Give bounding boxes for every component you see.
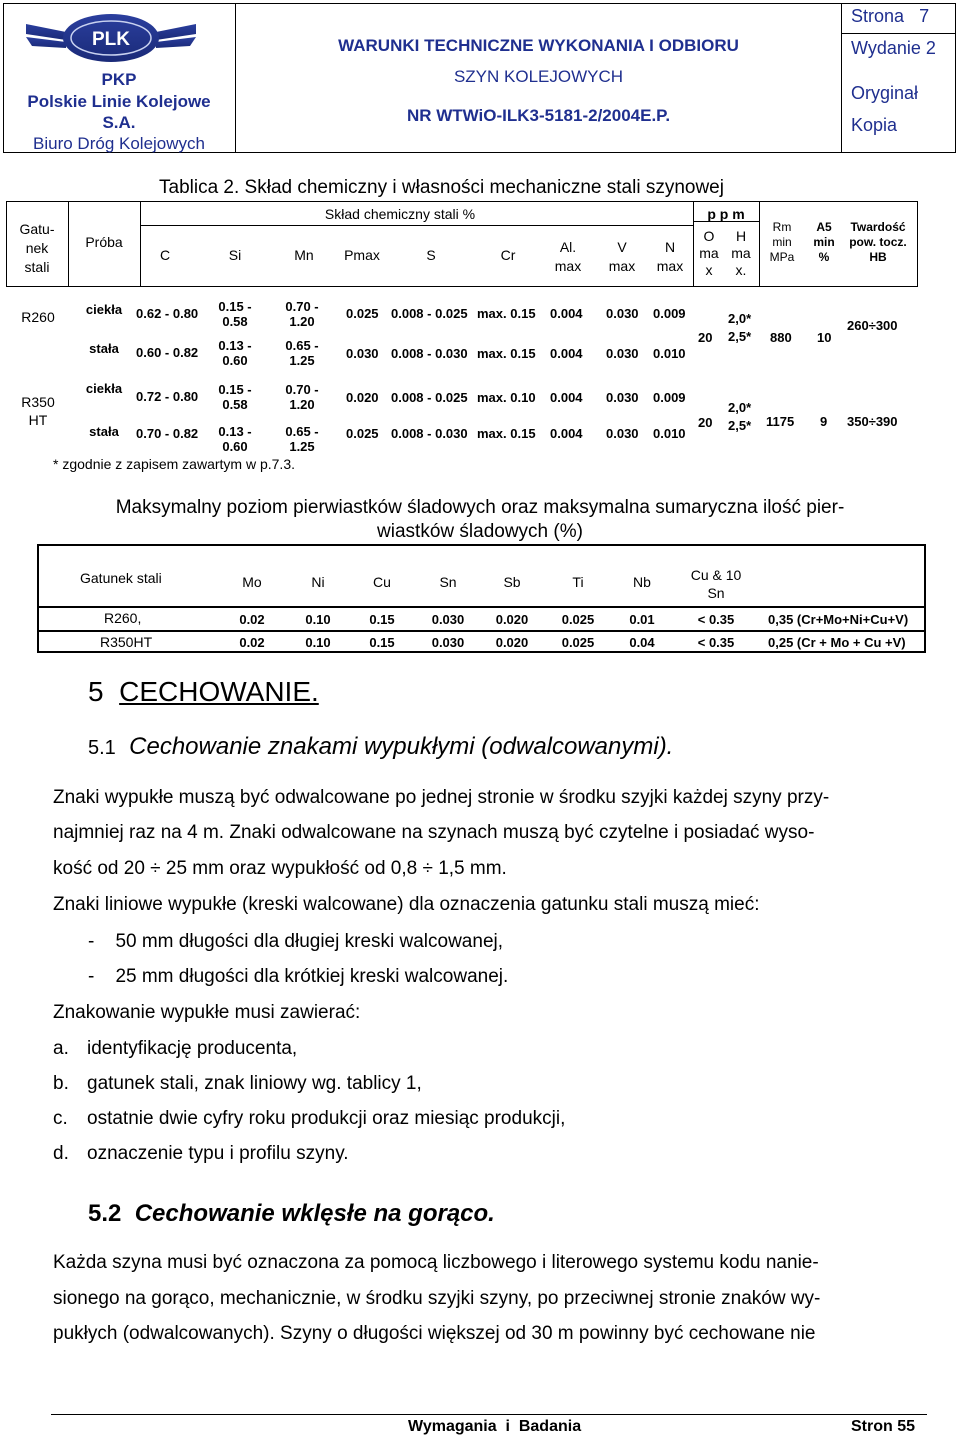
col-header-c: C	[159, 247, 171, 263]
col-header-cu: Cu	[373, 574, 391, 590]
org-unit: Biuro Dróg Kolejowych	[33, 134, 205, 153]
value-p: 0.025	[346, 426, 379, 441]
table-cell: 0.10	[305, 635, 331, 650]
col-header-ni: Ni	[311, 574, 325, 590]
dash-item: - 50 mm długości dla długiej kreski walcowanej,	[88, 931, 504, 952]
value-al: 0.004	[550, 346, 583, 361]
table-cell: 0.025	[561, 612, 595, 627]
value-hardness: 260÷300	[847, 318, 898, 333]
value-p: 0.020	[346, 390, 379, 405]
paragraph-line: kość od 20 ÷ 25 mm oraz wypukłość od 0,8 ÷ 1,5 mm.	[53, 858, 507, 879]
value-o: 20	[698, 415, 713, 430]
list-item: ostatnie dwie cyfry roku produkcji oraz miesiąc produkcji,	[87, 1108, 566, 1129]
col-header-grade: Gatu- nek stali	[19, 221, 55, 275]
table-row-grade: R350HT	[100, 634, 153, 650]
grade-r260: R260	[21, 309, 55, 325]
paragraph-line: Znaki liniowe wypukłe (kreski walcowane) dla oznaczenia gatunku stali muszą mieć:	[53, 894, 760, 915]
value-c: 0.62 - 0.80	[136, 306, 199, 321]
col-header-ppm: p p m	[707, 206, 745, 222]
table-rule	[37, 630, 926, 632]
value-o: 20	[698, 330, 713, 345]
org-name: Polskie Linie Kolejowe	[27, 92, 211, 111]
table-cell: 0.04	[629, 635, 655, 650]
table-cell: 0.15	[369, 612, 395, 627]
col-header-s: S	[426, 247, 436, 263]
value-s: 0.008 - 0.025	[391, 390, 468, 405]
doc-title: WARUNKI TECHNICZNE WYKONANIA I ODBIORU	[338, 36, 739, 55]
col-header-sn: Sn	[439, 574, 457, 590]
value-c: 0.60 - 0.82	[136, 345, 199, 360]
value-cr: max. 0.15	[477, 346, 536, 361]
footer-page-count: Stron 55	[851, 1418, 916, 1435]
col-header-rm: Rm min MPa	[769, 220, 795, 264]
value-al: 0.004	[550, 426, 583, 441]
grade-r350ht: R350 HT	[21, 394, 55, 428]
value-hardness: 350÷390	[847, 414, 898, 429]
value-si: 0.15 - 0.58	[218, 382, 252, 412]
paragraph-line: sionego na gorąco, mechanicznie, w środku szyjki szyny, po przeciwnej stronie znaków wy-	[53, 1288, 821, 1309]
value-h: 2,0* 2,5*	[728, 311, 752, 344]
sample-liquid: ciekła	[85, 381, 123, 396]
col-header-nb: Nb	[633, 574, 651, 590]
col-header-cr: Cr	[500, 247, 516, 263]
value-a5: 9	[820, 414, 828, 429]
col-header-al: Al. max	[554, 239, 582, 274]
value-h: 2,0* 2,5*	[728, 400, 752, 433]
col-header-n: N max	[656, 239, 684, 274]
paragraph-line: Każda szyna musi być oznaczona za pomocą liczbowego i literowego systemu kodu nanie-	[53, 1252, 819, 1273]
col-header-v: V max	[608, 239, 636, 274]
col-header-h: H ma x.	[731, 228, 751, 278]
table-rule	[924, 544, 926, 653]
subsection-heading: 5.1 Cechowanie znakami wypukłymi (odwalcowanymi).	[88, 733, 674, 760]
col-header-sb: Sb	[503, 574, 521, 590]
col-header-hardness: Twardość pow. tocz. HB	[849, 220, 907, 264]
table-cell: 0.02	[239, 635, 265, 650]
value-mn: 0.70 - 1.20	[285, 299, 319, 329]
value-mn: 0.70 - 1.20	[285, 382, 319, 412]
table-caption: Tablica 2. Skład chemiczny i własności mechaniczne stali szynowej	[159, 177, 724, 198]
value-cr: max. 0.15	[477, 426, 536, 441]
table-rule	[917, 201, 918, 286]
col-header-chem: Skład chemiczny stali %	[324, 206, 476, 222]
value-c: 0.70 - 0.82	[136, 426, 199, 441]
value-mn: 0.65 - 1.25	[285, 424, 319, 454]
paragraph-line: Znakowanie wypukłe musi zawierać:	[53, 1002, 361, 1023]
table-footnote: * zgodnie z zapisem zawartym w p.7.3.	[53, 456, 295, 472]
table-rule	[6, 201, 7, 286]
header-divider	[841, 3, 842, 153]
section-heading: 5 CECHOWANIE.	[88, 676, 319, 707]
value-s: 0.008 - 0.030	[391, 426, 468, 441]
sample-solid: stała	[89, 424, 119, 439]
col-header-grade: Gatunek stali	[80, 570, 162, 586]
value-a5: 10	[817, 330, 832, 345]
value-v: 0.030	[606, 346, 639, 361]
doc-title: SZYN KOLEJOWYCH	[453, 67, 624, 86]
list-item: oznaczenie typu i profilu szyny.	[87, 1143, 349, 1164]
table-rule	[68, 201, 69, 286]
paragraph-line: pukłych (odwalcowanych). Szyny o długości większej od 30 m powinny być cechowane nie	[53, 1323, 816, 1344]
table2-title: Maksymalny poziom pierwiastków śladowych oraz maksymalna sumaryczna ilość pier- wiastków śladowych (%)	[115, 497, 845, 542]
original-label: Oryginał	[851, 83, 919, 103]
table-rule	[6, 201, 918, 202]
sample-liquid: ciekła	[85, 302, 123, 317]
dash-item: - 25 mm długości dla krótkiej kreski walcowanej.	[88, 966, 509, 987]
value-cr: max. 0.15	[477, 306, 536, 321]
sample-solid: stała	[89, 341, 119, 356]
header-divider	[841, 33, 956, 34]
col-header-ti: Ti	[572, 574, 584, 590]
value-rm: 1175	[766, 414, 795, 429]
list-item: gatunek stali, znak liniowy wg. tablicy 1,	[87, 1073, 422, 1094]
value-n: 0.010	[653, 426, 686, 441]
table-cell: 0,35 (Cr+Mo+Ni+Cu+V)	[768, 612, 909, 627]
table-cell: 0.10	[305, 612, 331, 627]
col-header-mn: Mn	[294, 247, 314, 263]
footer-label: Wymagania i Badania	[408, 1418, 582, 1435]
value-s: 0.008 - 0.030	[391, 346, 468, 361]
table-cell: 0.15	[369, 635, 395, 650]
list-marker: a.	[53, 1038, 69, 1059]
table-cell: 0.020	[495, 635, 529, 650]
value-v: 0.030	[606, 390, 639, 405]
list-marker: b.	[53, 1073, 69, 1094]
value-n: 0.010	[653, 346, 686, 361]
subsection-heading: 5.2 Cechowanie wklęsłe na gorąco.	[88, 1200, 495, 1227]
table-row-grade: R260,	[104, 610, 142, 626]
paragraph-line: Znaki wypukłe muszą być odwalcowane po jednej stronie w środku szyjki każdej szyny przy-	[53, 787, 830, 808]
table-cell: 0.020	[495, 612, 529, 627]
list-marker: c.	[53, 1108, 68, 1129]
list-marker: d.	[53, 1143, 69, 1164]
col-header-sample: Próba	[85, 234, 123, 250]
table-cell: 0.02	[239, 612, 265, 627]
value-al: 0.004	[550, 306, 583, 321]
table-cell: 0.030	[431, 635, 465, 650]
table-rule	[140, 225, 693, 226]
value-p: 0.030	[346, 346, 379, 361]
table-cell: < 0.35	[697, 612, 735, 627]
value-p: 0.025	[346, 306, 379, 321]
value-v: 0.030	[606, 306, 639, 321]
value-n: 0.009	[653, 306, 686, 321]
value-v: 0.030	[606, 426, 639, 441]
value-si: 0.15 - 0.58	[218, 299, 252, 329]
value-s: 0.008 - 0.025	[391, 306, 468, 321]
doc-number: NR WTWiO-ILK3-5181-2/2004E.P.	[406, 106, 671, 125]
col-header-a5: A5 min %	[813, 220, 835, 264]
logo-text: PLK	[92, 29, 130, 50]
value-cr: max. 0.10	[477, 390, 536, 405]
table-cell: 0.025	[561, 635, 595, 650]
value-si: 0.13 - 0.60	[218, 424, 252, 454]
paragraph-line: najmniej raz na 4 m. Znaki odwalcowane na szynach muszą być czytelne i posiadać wyso-	[53, 822, 815, 843]
value-c: 0.72 - 0.80	[136, 389, 199, 404]
table-rule	[37, 651, 926, 653]
copy-label: Kopia	[851, 115, 898, 135]
table-cell: < 0.35	[697, 635, 735, 650]
col-header-o: O ma x	[699, 228, 719, 278]
page-indicator: Strona 7	[851, 6, 930, 26]
table-rule	[37, 606, 926, 608]
plk-logo	[22, 6, 200, 66]
table-rule	[37, 544, 926, 546]
col-header-si: Si	[228, 247, 242, 263]
value-si: 0.13 - 0.60	[218, 338, 252, 368]
col-header-cusn: Cu & 10 Sn	[690, 567, 742, 601]
value-al: 0.004	[550, 390, 583, 405]
org-name: S.A.	[102, 113, 136, 132]
table-cell: 0.01	[629, 612, 655, 627]
col-header-pmax: Pmax	[344, 247, 380, 263]
list-item: identyfikację producenta,	[87, 1038, 298, 1059]
org-name: PKP	[101, 70, 137, 89]
table-rule	[37, 544, 39, 653]
col-header-mo: Mo	[242, 574, 262, 590]
value-n: 0.009	[653, 390, 686, 405]
table-cell: 0.030	[431, 612, 465, 627]
value-mn: 0.65 - 1.25	[285, 338, 319, 368]
value-rm: 880	[770, 330, 792, 345]
table-cell: 0,25 (Cr + Mo + Cu +V)	[768, 635, 906, 650]
table-rule	[140, 201, 141, 286]
edition: Wydanie 2	[851, 38, 936, 58]
footer-rule	[51, 1414, 927, 1415]
table-rule	[6, 286, 918, 287]
